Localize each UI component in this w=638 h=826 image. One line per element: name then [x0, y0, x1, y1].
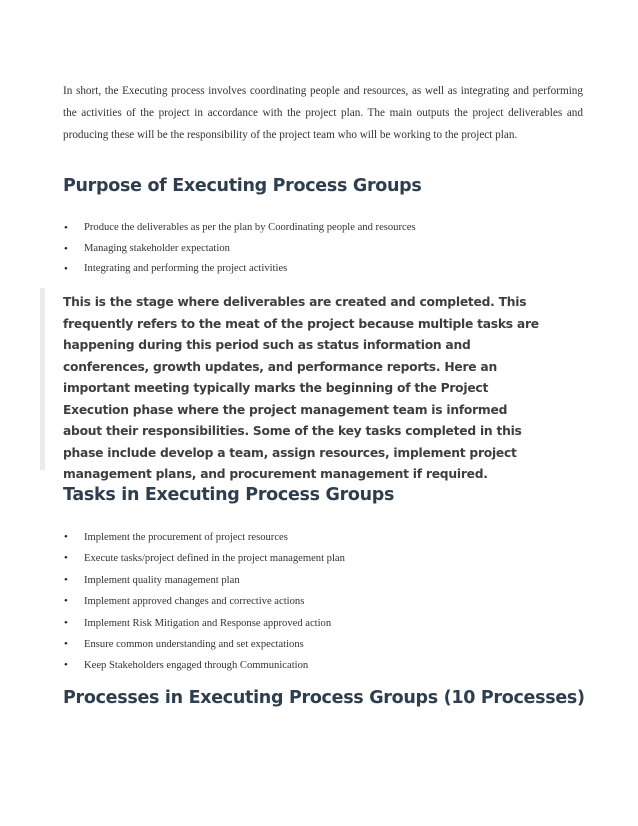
list-item: • Produce the deliverables as per the plan by Coordinating people and resources	[63, 218, 416, 239]
tasks-heading: Tasks in Executing Process Groups	[63, 485, 395, 505]
intro-paragraph: In short, the Executing process involves coordinating people and resources, as well as integrating and performing the activities of the project in accordance with the project plan. The main outputs the project deliverables and producing these will be the responsibility of the project team who will be working to the project plan.	[63, 85, 583, 142]
purpose-list	[63, 218, 416, 280]
list-item: • Keep Stakeholders engaged through Communication	[63, 655, 345, 676]
highlight-quote: This is the stage where deliverables are created and completed. This frequently refers to the meat of the project because multiple tasks are happening during this period such as status information and conferences, growth updates, and performance reports. Here an important meeting typically marks the beginning of the Project Execution phase where the project management team is informed about their responsibilities. Some of the key tasks completed in this phase include develop a team, assign resources, implement project management plans, and procurement management if required.	[63, 295, 539, 481]
tasks-list	[63, 527, 345, 677]
list-item: • Implement approved changes and corrective actions	[63, 591, 345, 612]
list-item: • Integrating and performing the project activities	[63, 259, 416, 280]
list-item: • Implement quality management plan	[63, 570, 345, 591]
processes-heading: Processes in Executing Process Groups (10 Processes)	[63, 688, 585, 708]
list-item: • Managing stakeholder expectation	[63, 239, 416, 260]
list-item: • Execute tasks/project defined in the project management plan	[63, 548, 345, 569]
blockquote-bar	[40, 288, 45, 470]
list-item: • Ensure common understanding and set expectations	[63, 634, 345, 655]
list-item: • Implement Risk Mitigation and Response approved action	[63, 613, 345, 634]
list-item: • Implement the procurement of project resources	[63, 527, 345, 548]
purpose-heading: Purpose of Executing Process Groups	[63, 176, 422, 196]
